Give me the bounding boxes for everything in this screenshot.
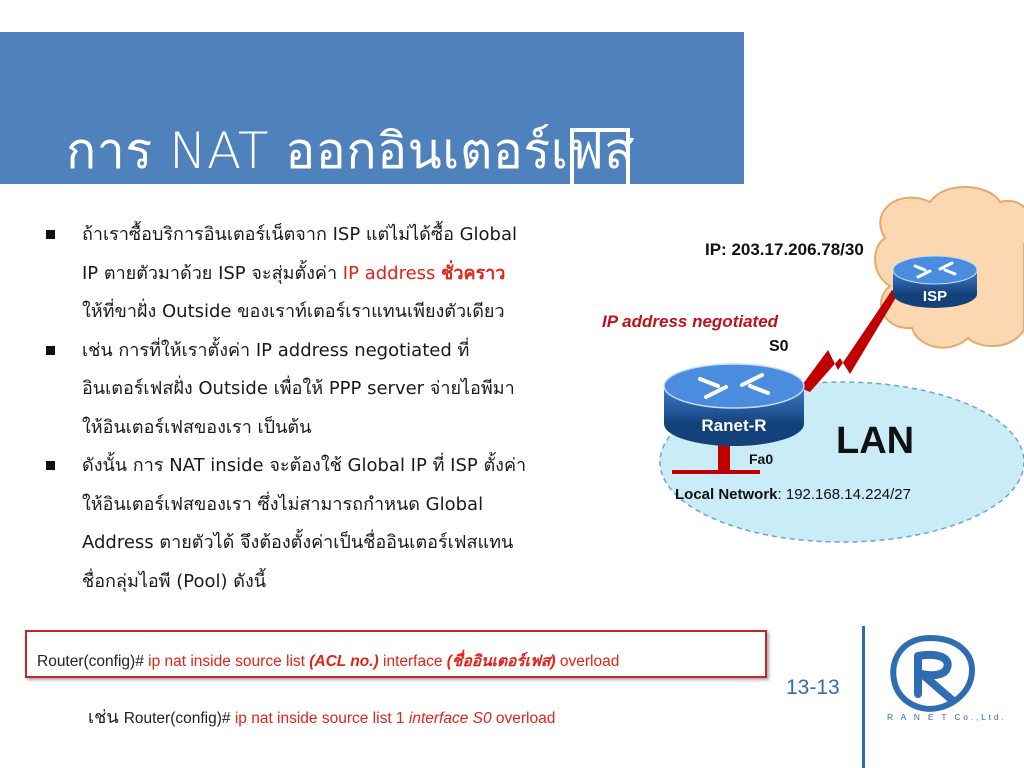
serial-link: [800, 290, 898, 392]
bullet-line: ให้อินเตอร์เฟสของเรา ซึ่งไม่สามารถกำหนด Global: [82, 493, 484, 515]
example-part2: overload: [491, 710, 556, 727]
example-prompt: Router(config)#: [123, 710, 235, 727]
cmd-part2: interface: [378, 653, 447, 670]
bullet-text: IP ตายตัวมาด้วย ISP จะสุ่มตั้งค่า: [82, 262, 343, 284]
bullet-item: [42, 332, 612, 448]
logo-caption: R A N E T Co.,Ltd.: [887, 712, 1007, 722]
cmd-part3: overload: [555, 653, 620, 670]
bullet-line: Address ตายตัวได้ จึงต้องตั้งค่าเป็นชื่ออินเตอร์เฟสแทน: [82, 532, 514, 553]
cmd-part1: ip nat inside source list: [148, 653, 310, 670]
command-syntax-box: [25, 630, 767, 678]
local-network-key: Local Network: [675, 486, 778, 503]
bullet-square-icon: [46, 230, 55, 239]
local-network-label: [675, 486, 911, 503]
s0-interface-label: S0: [769, 338, 789, 355]
bullet-square-icon: [46, 461, 55, 470]
cmd-prompt: Router(config)#: [37, 653, 149, 670]
bullet-line: อินเตอร์เฟสฝั่ง Outside เพื่อให้ PPP server จ่ายไอพีมา: [82, 378, 515, 399]
bullet-line: ถ้าเราซื้อบริการอินเตอร์เน็ตจาก ISP แต่ไม่ได้ซื้อ Global: [82, 224, 518, 245]
slide-title: การ NAT ออกอินเตอร์เฟส: [66, 122, 636, 180]
bullet-line: ให้ที่ขาฝั่ง Outside ของเราท์เตอร์เราแทนเพียงตัวเดียว: [82, 301, 505, 322]
bullet-line: ชื่อกลุ่มไอพี (Pool) ดังนี้: [82, 570, 267, 592]
cmd-iface: (ชื่ออินเตอร์เฟส): [446, 653, 556, 670]
footer-divider: [862, 626, 865, 768]
lan-label: LAN: [836, 420, 915, 462]
bullet-item: [42, 447, 612, 601]
bullet-list: [42, 216, 612, 601]
example-part1: ip nat inside source list 1: [234, 710, 409, 727]
example-iface: interface S0: [408, 710, 492, 727]
bullet-red-text: IP address: [342, 262, 442, 284]
bullet-line: [82, 255, 612, 294]
bullet-red-bold-text: ชั่วคราว: [441, 262, 506, 284]
bullet-item: [42, 216, 612, 332]
bullet-square-icon: [46, 346, 55, 355]
ranet-router-label: Ranet-R: [701, 416, 767, 435]
fa0-interface-label: Fa0: [749, 451, 774, 467]
isp-ip-label: IP: 203.17.206.78/30: [705, 240, 864, 259]
network-diagram: [600, 180, 1024, 560]
example-lead: เช่น: [88, 707, 124, 727]
isp-router-label: ISP: [922, 288, 948, 305]
page-number: 13-13: [786, 676, 840, 699]
bullet-line: เช่น การที่ให้เราตั้งค่า IP address negotiated ที่: [82, 339, 470, 361]
bullet-line: ดังนั้น การ NAT inside จะต้องใช้ Global IP ที่ ISP ตั้งค่า: [82, 455, 527, 476]
local-network-value: : 192.168.14.224/27: [777, 486, 911, 503]
lan-segment-line: [672, 470, 760, 474]
command-example: [88, 702, 555, 731]
negotiated-label: IP address negotiated: [602, 312, 779, 331]
bullet-line: ให้อินเตอร์เฟสของเรา เป็นต้น: [82, 416, 312, 438]
cmd-acl: (ACL no.): [309, 653, 379, 670]
